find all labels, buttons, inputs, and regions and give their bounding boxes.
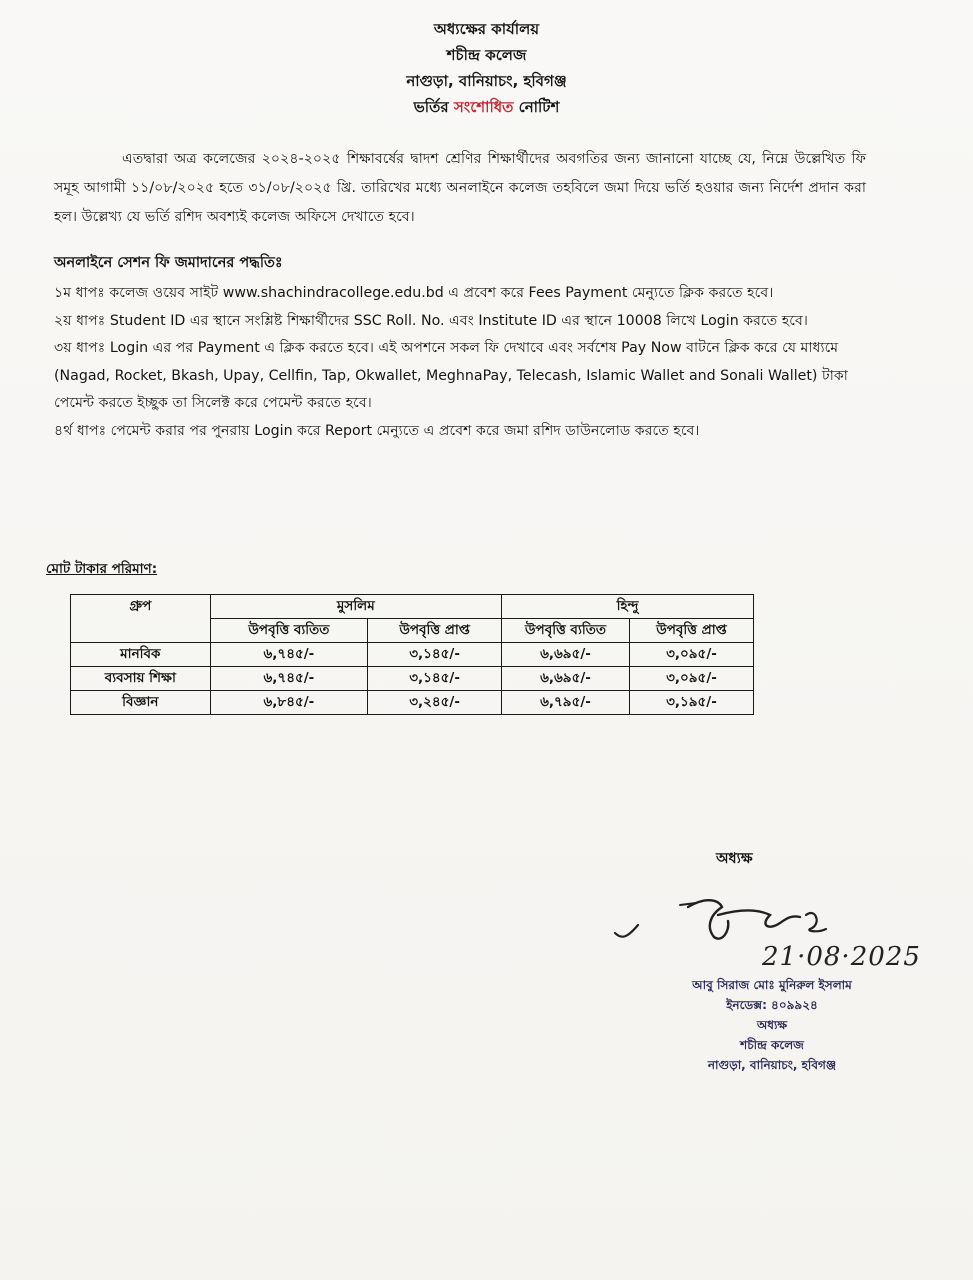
muslim-with-cell: ৩,১৪৫/- [368, 643, 502, 667]
step-4: ৪র্থ ধাপঃ পেমেন্ট করার পর পুনরায় Login করে Report মেন্যুতে এ প্রবেশ করে জমা রশিদ ডাউনলোড করতে হবে। [54, 422, 700, 439]
principal-seal [672, 975, 872, 1075]
table-header-row [71, 595, 754, 619]
hindu-with-stipend-header: উপবৃত্তি প্রাপ্ত [629, 619, 753, 643]
hindu-header: হিন্দু [502, 595, 754, 619]
group-cell: ব্যবসায় শিক্ষা [71, 667, 211, 691]
payment-method-title: অনলাইনে সেশন ফি জমাদানের পদ্ধতিঃ [54, 255, 283, 271]
seal-address: নাগুড়া, বানিয়াচং, হবিগঞ্জ [707, 1058, 837, 1072]
hindu-with-cell: ৩,১৯৫/- [629, 691, 753, 715]
step-1: ১ম ধাপঃ কলেজ ওয়েব সাইট www.shachindracollege.edu.bd এ প্রবেশ করে Fees Payment মেন্যুতে ক্লিক করতে হবে। [54, 285, 774, 301]
muslim-without-cell: ৬,৭৪৫/- [210, 667, 368, 691]
muslim-with-cell: ৩,২৪৫/- [368, 691, 502, 715]
principal-label: অধ্যক্ষ [716, 851, 753, 867]
notice-title [0, 96, 973, 121]
notice-title-prefix: ভর্তির [413, 98, 454, 116]
muslim-with-cell: ৩,১৪৫/- [368, 667, 502, 691]
table-row [71, 643, 754, 667]
group-cell: বিজ্ঞান [71, 691, 211, 715]
muslim-with-stipend-header: উপবৃত্তি প্রাপ্ত [368, 619, 502, 643]
step-3: ৩য় ধাপঃ Login এর পর Payment এ ক্লিক করতে হবে। এই অপশনে সকল ফি দেখাবে এবং সর্বশেষ Pay Now বাটনে ক্লিক করে যে মাধ্যমে (Nagad, Rocket, Bkash, Upay, Cellfin, Tap, Okwallet, MeghnaPay, Telecash, Islamic Wallet and Sonali Wallet) টাকা পেমেন্ট করতে ইচ্ছুক তা সিলেক্ট করে পেমেন্ট করতে হবে। [54, 340, 848, 411]
muslim-without-stipend-header: উপবৃত্তি ব্যতিত [210, 619, 368, 643]
seal-index: ইনডেক্স: ৪০৯৯২৪ [726, 998, 818, 1012]
seal-title: অধ্যক্ষ [756, 1018, 788, 1032]
fee-table [70, 594, 754, 715]
seal-college: শচীন্দ্র কলেজ [740, 1038, 804, 1052]
intro-paragraph: এতদ্বারা অত্র কলেজের ২০২৪-২০২৫ শিক্ষাবর্ষের দ্বাদশ শ্রেণির শিক্ষার্থীদের অবগতির জন্য জানানো যাচ্ছে যে, নিম্নে উল্লেখিত ফি সমূহ আগামী ১১/০৮/২০২৫ হতে ৩১/০৮/২০২৫ খ্রি. তারিখের মধ্যে অনলাইনে কলেজ তহবিলে জমা দিয়ে ভর্তি হওয়ার জন্য নির্দেশ প্রদান করা হল। উল্লেখ্য যে ভর্তি রশিদ অবশ্যই কলেজ অফিসে দেখাতে হবে। [54, 151, 866, 225]
notice-title-suffix: নোটিশ [513, 98, 560, 116]
step-2: ২য় ধাপঃ Student ID এর স্থানে সংশ্লিষ্ট শিক্ষার্থীদের SSC Roll. No. এবং Institute ID এর স্থানে 10008 লিখে Login করতে হবে। [54, 312, 808, 329]
college-address: নাগুড়া, বানিয়াচং, হবিগঞ্জ [406, 72, 567, 90]
hindu-without-cell: ৬,৬৯৫/- [502, 643, 630, 667]
notice-title-highlight: সংশোধিত [453, 98, 514, 116]
group-header: গ্রুপ [71, 595, 211, 643]
signature-date: 21·08·2025 [762, 942, 921, 972]
muslim-without-cell: ৬,৮৪৫/- [210, 691, 368, 715]
muslim-header: মুসলিম [210, 595, 501, 619]
hindu-with-cell: ৩,০৯৫/- [629, 643, 753, 667]
college-name: শচীন্দ্র কলেজ [446, 46, 527, 64]
total-amount-title: মোট টাকার পরিমাণ: [46, 561, 158, 577]
seal-name: আবু সিরাজ মোঃ মুনিরুল ইসলাম [692, 978, 852, 992]
hindu-without-cell: ৬,৭৯৫/- [502, 691, 630, 715]
hindu-with-cell: ৩,০৯৫/- [629, 667, 753, 691]
table-row [71, 667, 754, 691]
muslim-without-cell: ৬,৭৪৫/- [210, 643, 368, 667]
office-title: অধ্যক্ষের কার্যালয় [433, 20, 540, 38]
table-row [71, 691, 754, 715]
group-cell: মানবিক [71, 643, 211, 667]
hindu-without-cell: ৬,৬৯৫/- [502, 667, 630, 691]
hindu-without-stipend-header: উপবৃত্তি ব্যতিত [502, 619, 630, 643]
payment-steps [54, 280, 866, 445]
